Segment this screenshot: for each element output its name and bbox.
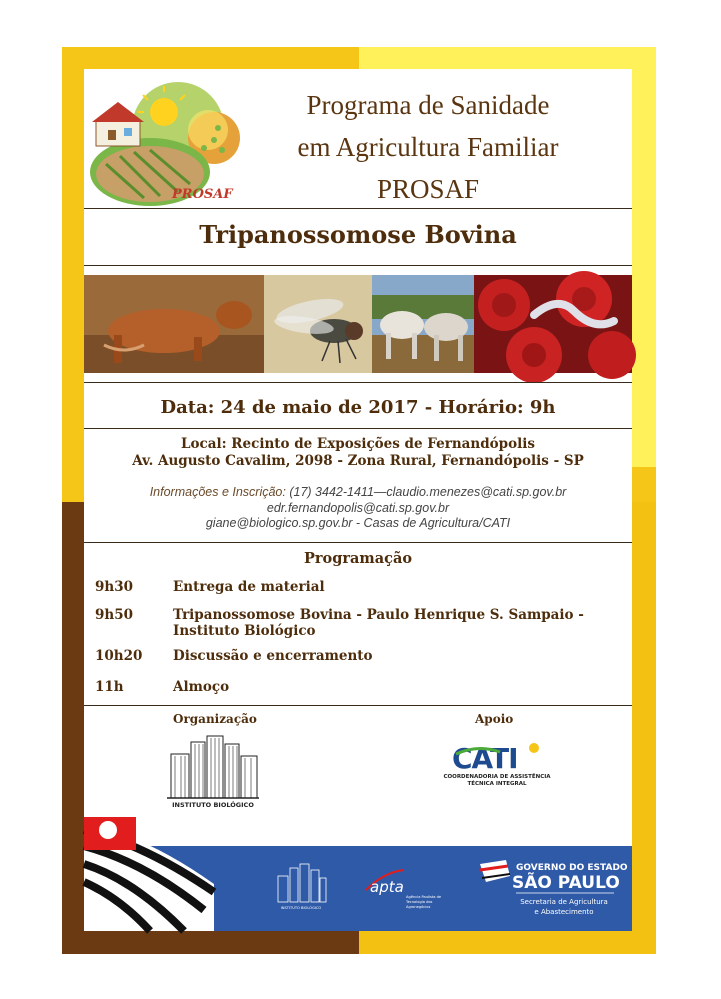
apta-sub3: Agronegócios bbox=[406, 905, 431, 909]
location-venue: Local: Recinto de Exposições de Fernandópolis bbox=[181, 436, 535, 452]
gov-line3: Secretaria de Agricultura bbox=[520, 898, 608, 906]
contact-email-3: giane@biologico.sp.gov.br - Casas de Agricultura/CATI bbox=[205, 516, 511, 530]
trypanosome-blood-photo bbox=[474, 275, 632, 373]
instituto-biologico-logo bbox=[165, 732, 261, 810]
apta-text: apta bbox=[370, 878, 404, 896]
cattle-herd-photo bbox=[372, 275, 474, 373]
program-title-line-1: Programa de Sanidade bbox=[306, 90, 550, 120]
divider bbox=[84, 542, 632, 543]
divider bbox=[84, 382, 632, 383]
event-title: Tripanossomose Bovina bbox=[199, 220, 517, 249]
fly-photo bbox=[264, 275, 372, 373]
schedule-activity: Almoço bbox=[173, 679, 230, 695]
schedule-time: 9h50 bbox=[95, 607, 133, 623]
schedule-activity: Tripanossomose Bovina - Paulo Henrique S. Sampaio - Instituto Biológico bbox=[173, 607, 584, 639]
location-address: Av. Augusto Cavalim, 2098 - Zona Rural, Fernandópolis - SP bbox=[132, 453, 584, 469]
organizacao-label: Organização bbox=[173, 712, 257, 726]
photo-strip bbox=[84, 275, 632, 373]
schedule-time: 11h bbox=[95, 679, 124, 695]
apta-sub1: Agência Paulista de bbox=[406, 895, 442, 899]
contact-info bbox=[84, 485, 632, 532]
divider bbox=[84, 705, 632, 706]
divider bbox=[84, 265, 632, 266]
footer-banner bbox=[84, 814, 632, 931]
divider bbox=[84, 208, 632, 209]
sick-cow-photo bbox=[84, 275, 264, 373]
apoio-label: Apoio bbox=[475, 712, 514, 726]
divider bbox=[84, 428, 632, 429]
schedule-activity: Entrega de material bbox=[173, 579, 325, 595]
event-date-time: Data: 24 de maio de 2017 - Horário: 9h bbox=[160, 397, 556, 418]
schedule-time: 10h20 bbox=[95, 648, 143, 664]
apta-logo bbox=[364, 866, 442, 910]
footer-ib-text: INSTITUTO BIOLÓGICO bbox=[280, 906, 322, 910]
apta-sub2: Tecnologia dos bbox=[406, 900, 433, 904]
contact-phone-email: (17) 3442-1411—claudio.menezes@cati.sp.gov.br bbox=[289, 485, 567, 499]
program-title bbox=[258, 84, 598, 210]
ib-logo-text: INSTITUTO BIOLÓGICO bbox=[172, 801, 254, 809]
contact-label: Informações e Inscrição: bbox=[149, 485, 286, 499]
schedule-activity: Discussão e encerramento bbox=[173, 648, 373, 664]
cati-logo-text: CATI bbox=[452, 742, 518, 775]
contact-email-2: edr.fernandopolis@cati.sp.gov.br bbox=[266, 500, 450, 515]
cati-logo-sub1: COORDENADORIA DE ASSISTÊNCIA bbox=[443, 774, 551, 780]
event-location bbox=[84, 436, 632, 470]
program-title-line-2: em Agricultura Familiar bbox=[297, 132, 559, 162]
program-title-line-3: PROSAF bbox=[376, 174, 480, 204]
footer-ib-logo bbox=[274, 862, 328, 912]
prosaf-logo bbox=[86, 78, 242, 206]
cati-logo-sub2: TÉCNICA INTEGRAL bbox=[467, 781, 527, 787]
schedule-title: Programação bbox=[303, 550, 413, 567]
gov-line1: GOVERNO DO ESTADO bbox=[516, 863, 628, 873]
sao-paulo-flag-icon bbox=[84, 814, 214, 931]
gov-line4: e Abastecimento bbox=[534, 908, 594, 916]
schedule-time: 9h30 bbox=[95, 579, 133, 595]
gov-line2: SÃO PAULO bbox=[512, 873, 620, 893]
prosaf-logo-text: PROSAF bbox=[172, 187, 233, 202]
cati-logo bbox=[443, 740, 551, 788]
governo-sp-logo bbox=[476, 856, 626, 926]
